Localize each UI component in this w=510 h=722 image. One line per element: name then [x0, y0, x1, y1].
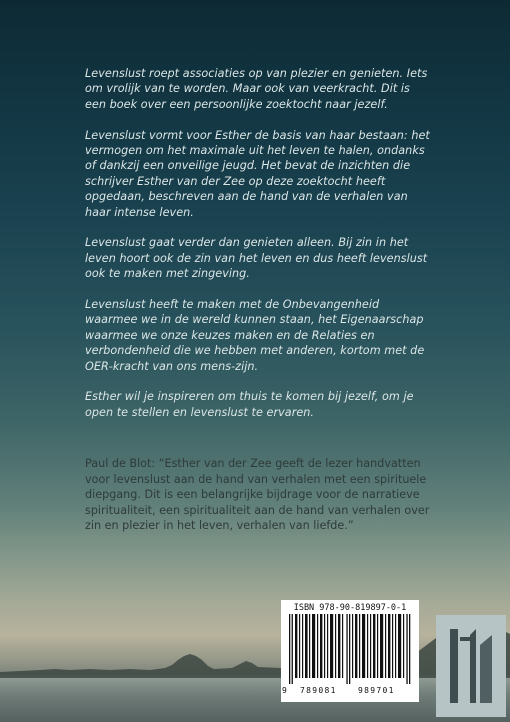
water-surface	[0, 678, 510, 722]
isbn-barcode	[281, 600, 419, 702]
isbn-number-label: ISBN 978-90-819897-0-1	[293, 603, 407, 613]
endorsement-quote: Paul de Blot: “Esther van der Zee geeft de lezer handvatten voor levenslust aan de hand van verhalen met een spirituele diepgang. Dit is een belangrijke bijdrage voor de narratieve spiritualiteit, een spiritualiteit aan de hand van verhalen over zin en plezier in het leven, verhalen van liefde.”	[85, 457, 430, 533]
barcode-digits	[281, 686, 419, 698]
blurb-text	[85, 66, 430, 436]
publisher-logo-mark-icon	[436, 615, 506, 717]
barcode-digit-first: 9	[282, 686, 287, 695]
blurb-paragraph-4: Levenslust heeft te maken met de Onbevangenheid waarmee we in de wereld kunnen staan, het Eigenaarschap waarmee we onze keuzes maken en de Relaties en verbondenheid die we hebben met anderen, kortom met de OER-kracht van ons mens-zijn.	[85, 298, 425, 373]
barcode-bars	[289, 614, 411, 684]
blurb-paragraph-1: Levenslust roept associaties op van plezier en genieten. Iets om vrolijk van te worden. Maar ook van veerkracht. Dit is een boek over een persoonlijke zoektocht naar jezelf.	[85, 67, 428, 111]
blurb-paragraph-5: Esther wil je inspireren om thuis te komen bij jezelf, om je open te stellen en levenslust te ervaren.	[85, 390, 414, 419]
blurb-paragraph-3: Levenslust gaat verder dan genieten alleen. Bij zin in het leven hoort ook de zin van het leven en dus heeft levenslust ook te maken met zingeving.	[85, 236, 428, 281]
barcode-digits-right: 989701	[358, 686, 395, 695]
barcode-digits-left: 789081	[300, 686, 337, 695]
blurb-paragraph-2: Levenslust vormt voor Esther de basis van haar bestaan: het vermogen om het maximale uit het leven te halen, ondanks of dankzij een onveilige jeugd. Het bevat de inzichten die schrijver Esther van der Zee op deze zoektocht heeft opgedaan, beschreven aan de hand van de verhalen van haar intense leven.	[85, 128, 430, 219]
publisher-logo	[436, 615, 506, 717]
